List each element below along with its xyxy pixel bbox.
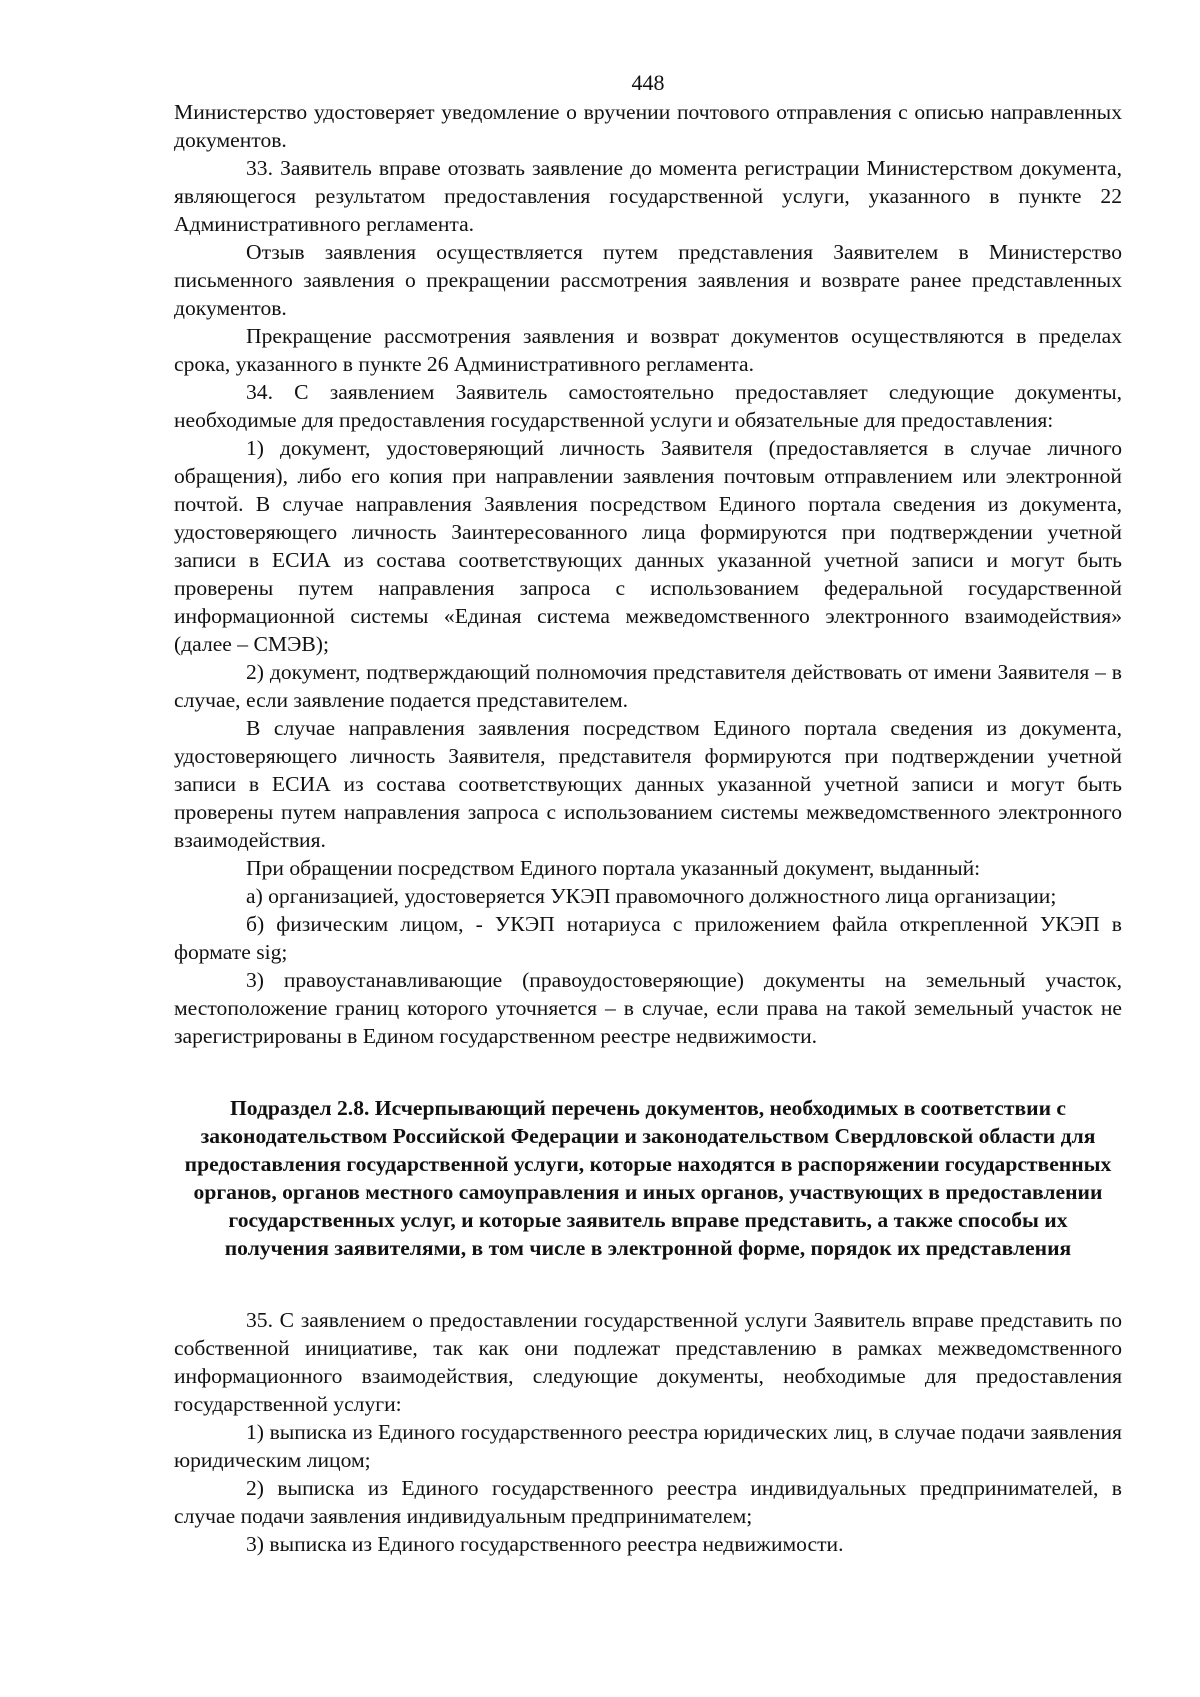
page-number: 448 [631, 70, 665, 95]
paragraph: В случае направления заявления посредством Единого портала сведения из документа, удостоверяющего личность Заявителя, представителя формируются при подтверждении учетной записи в ЕСИА из состава соответствующих данных указанной учетной записи и могут быть проверены путем направления запроса с использованием системы межведомственного электронного взаимодействия. [174, 716, 1122, 852]
paragraph: б) физическим лицом, - УКЭП нотариуса с приложением файла открепленной УКЭП в формате sig; [174, 912, 1122, 964]
paragraphs-before-heading [174, 98, 1122, 1050]
paragraph: 2) выписка из Единого государственного реестра индивидуальных предпринимателей, в случае подачи заявления индивидуальным предпринимателем; [174, 1476, 1122, 1528]
section-heading: Подраздел 2.8. Исчерпывающий перечень документов, необходимых в соответствии с законодательством Российской Федерации и законодательством Свердловской области для предоставления государственной услуги, которые находятся в распоряжении государственных органов, органов местного самоуправления и иных органов, участвующих в предоставлении государственных услуг, и которые заявитель вправе представить, а также способы их получения заявителями, в том числе в электронной форме, порядок их представления [184, 1096, 1112, 1260]
paragraph: 1) выписка из Единого государственного реестра юридических лиц, в случае подачи заявления юридическим лицом; [174, 1420, 1122, 1472]
paragraph: Министерство удостоверяет уведомление о вручении почтового отправления с описью направленных документов. [174, 100, 1122, 152]
document-page [174, 70, 1122, 1558]
paragraph: 35. С заявлением о предоставлении государственной услуги Заявитель вправе представить по собственной инициативе, так как они подлежат представлению в рамках межведомственного информационного взаимодействия, следующие документы, необходимые для предоставления государственной услуги: [174, 1308, 1122, 1416]
paragraph: 3) выписка из Единого государственного реестра недвижимости. [246, 1532, 844, 1556]
paragraph: а) организацией, удостоверяется УКЭП правомочного должностного лица организации; [246, 884, 1057, 908]
paragraph: 1) документ, удостоверяющий личность Заявителя (предоставляется в случае личного обращения), либо его копия при направлении заявления почтовым отправлением или электронной почтой. В случае направления Заявления посредством Единого портала сведения из документа, удостоверяющего личность Заинтересованного лица формируются при подтверждении учетной записи в ЕСИА из состава соответствующих данных указанной учетной записи и могут быть проверены путем направления запроса с использованием федеральной государственной информационной системы «Единая система межведомственного электронного взаимодействия» (далее – СМЭВ); [174, 436, 1122, 656]
paragraph: 3) правоустанавливающие (правоудостоверяющие) документы на земельный участок, местоположение границ которого уточняется – в случае, если права на такой земельный участок не зарегистрированы в Едином государственном реестре недвижимости. [174, 968, 1122, 1048]
paragraphs-after-heading [174, 1306, 1122, 1558]
paragraph: 33. Заявитель вправе отозвать заявление до момента регистрации Министерством документа, являющегося результатом предоставления государственной услуги, указанного в пункте 22 Административного регламента. [174, 156, 1122, 236]
paragraph: 2) документ, подтверждающий полномочия представителя действовать от имени Заявителя – в случае, если заявление подается представителем. [174, 660, 1122, 712]
paragraph: При обращении посредством Единого портала указанный документ, выданный: [246, 856, 981, 880]
paragraph: Отзыв заявления осуществляется путем представления Заявителем в Министерство письменного заявления о прекращении рассмотрения заявления и возврате ранее представленных документов. [174, 240, 1122, 320]
paragraph: 34. С заявлением Заявитель самостоятельно предоставляет следующие документы, необходимые для предоставления государственной услуги и обязательные для предоставления: [174, 380, 1122, 432]
paragraph: Прекращение рассмотрения заявления и возврат документов осуществляются в пределах срока, указанного в пункте 26 Административного регламента. [174, 324, 1122, 376]
